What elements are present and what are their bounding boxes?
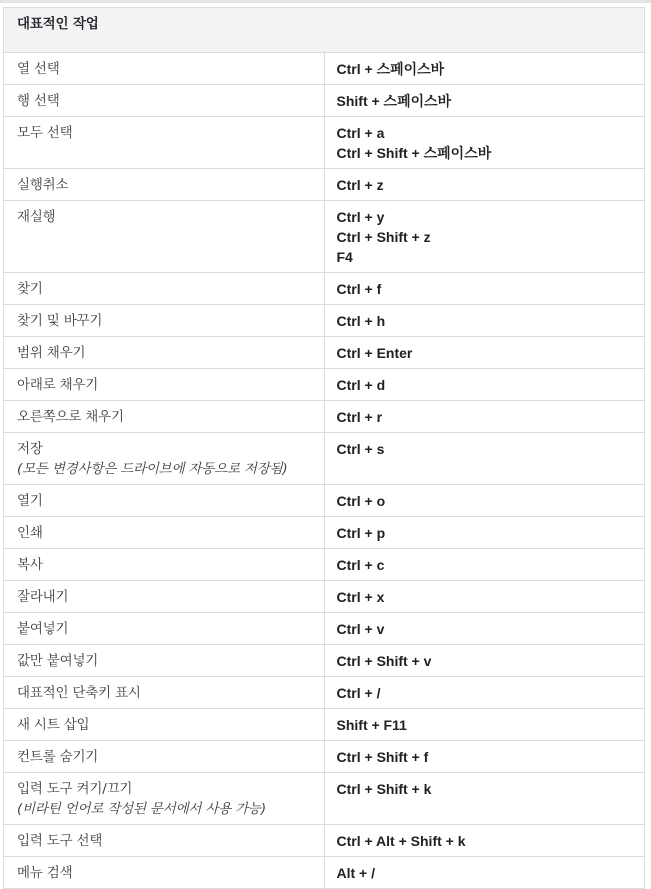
action-label: 새 시트 삽입 [17, 717, 90, 733]
table-row [4, 581, 645, 613]
table-row [4, 645, 645, 677]
shortcut-keys: F4 [336, 249, 353, 265]
shortcut-keys: Ctrl + Shift + k [336, 781, 432, 797]
action-cell [4, 169, 325, 201]
shortcut-keys: Ctrl + Shift + 스페이스바 [336, 145, 492, 161]
action-cell [4, 825, 325, 857]
action-label: 저장 [17, 441, 43, 457]
action-label: 오른쪽으로 채우기 [17, 409, 124, 425]
action-cell [4, 369, 325, 401]
action-label: 재실행 [17, 209, 56, 225]
action-label: 대표적인 단축키 표시 [17, 685, 141, 701]
action-label: 컨트롤 숨기기 [17, 749, 99, 765]
table-row [4, 273, 645, 305]
action-cell [4, 53, 325, 85]
table-row [4, 201, 645, 273]
action-cell [4, 709, 325, 741]
table-body [4, 53, 645, 889]
action-label: 인쇄 [17, 525, 43, 541]
action-cell [4, 677, 325, 709]
shortcut-cell [324, 85, 645, 117]
action-label: 찾기 [17, 281, 43, 297]
shortcut-keys: Ctrl + r [336, 409, 383, 425]
action-label: 모두 선택 [17, 125, 73, 141]
table-row [4, 401, 645, 433]
shortcut-keys: Ctrl + h [336, 313, 386, 329]
action-cell [4, 549, 325, 581]
action-cell [4, 857, 325, 889]
action-label: 찾기 및 바꾸기 [17, 313, 103, 329]
table-row [4, 169, 645, 201]
action-note: (비라틴 언어로 작성된 문서에서 사용 가능) [17, 801, 266, 817]
shortcut-keys: Ctrl + Shift + v [336, 653, 432, 669]
table-row [4, 709, 645, 741]
shortcut-keys: Ctrl + 스페이스바 [336, 61, 445, 77]
shortcut-cell [324, 201, 645, 273]
shortcut-keys: Ctrl + z [336, 177, 384, 193]
shortcut-keys: Ctrl + a [336, 125, 385, 141]
action-label: 범위 채우기 [17, 345, 86, 361]
action-label: 아래로 채우기 [17, 377, 99, 393]
action-cell [4, 773, 325, 825]
shortcut-cell [324, 401, 645, 433]
shortcut-keys: Ctrl + Shift + z [336, 229, 431, 245]
shortcut-keys: Ctrl + d [336, 377, 386, 393]
shortcut-cell [324, 369, 645, 401]
action-label: 입력 도구 켜기/끄기 [17, 781, 133, 797]
action-cell [4, 401, 325, 433]
table-row [4, 433, 645, 485]
action-label: 메뉴 검색 [17, 865, 73, 881]
action-label: 실행취소 [17, 177, 69, 193]
table-row [4, 677, 645, 709]
shortcut-cell [324, 709, 645, 741]
table-row [4, 741, 645, 773]
action-cell [4, 581, 325, 613]
shortcut-keys: Ctrl + o [336, 493, 386, 509]
shortcut-keys: Ctrl + y [336, 209, 385, 225]
shortcut-keys: Ctrl + v [336, 621, 385, 637]
shortcut-cell [324, 117, 645, 169]
shortcut-cell [324, 741, 645, 773]
action-note: (모든 변경사항은 드라이브에 자동으로 저장됨) [17, 461, 288, 477]
shortcut-keys: Alt + / [336, 865, 376, 881]
action-label: 붙여넣기 [17, 621, 69, 637]
table-row [4, 305, 645, 337]
action-cell [4, 645, 325, 677]
top-divider [0, 0, 651, 3]
shortcut-cell [324, 613, 645, 645]
action-cell [4, 273, 325, 305]
action-label: 입력 도구 선택 [17, 833, 103, 849]
shortcut-cell [324, 169, 645, 201]
shortcut-cell [324, 53, 645, 85]
action-label: 행 선택 [17, 93, 60, 109]
action-cell [4, 485, 325, 517]
shortcut-cell [324, 273, 645, 305]
table-row [4, 549, 645, 581]
action-label: 열 선택 [17, 61, 60, 77]
shortcut-keys: Shift + 스페이스바 [336, 93, 452, 109]
table-row [4, 613, 645, 645]
shortcut-keys: Shift + F11 [336, 717, 407, 733]
shortcut-cell [324, 773, 645, 825]
action-cell [4, 741, 325, 773]
shortcut-cell [324, 485, 645, 517]
shortcut-cell [324, 857, 645, 889]
shortcut-cell [324, 337, 645, 369]
table-row [4, 517, 645, 549]
shortcut-keys: Ctrl + Enter [336, 345, 413, 361]
action-cell [4, 305, 325, 337]
table-row [4, 369, 645, 401]
table-row [4, 825, 645, 857]
action-label: 열기 [17, 493, 43, 509]
table-header: 대표적인 작업 [4, 8, 645, 53]
shortcut-keys: Ctrl + x [336, 589, 385, 605]
table-row [4, 773, 645, 825]
table-row [4, 485, 645, 517]
action-cell [4, 433, 325, 485]
shortcut-cell [324, 645, 645, 677]
action-cell [4, 117, 325, 169]
action-label: 복사 [17, 557, 43, 573]
shortcut-keys: Ctrl + c [336, 557, 385, 573]
shortcut-keys: Ctrl + Alt + Shift + k [336, 833, 466, 849]
action-cell [4, 517, 325, 549]
table-row [4, 337, 645, 369]
shortcut-keys: Ctrl + f [336, 281, 382, 297]
shortcut-cell [324, 305, 645, 337]
shortcut-keys: Ctrl + p [336, 525, 386, 541]
action-label: 값만 붙여넣기 [17, 653, 99, 669]
shortcut-cell [324, 517, 645, 549]
shortcut-cell [324, 581, 645, 613]
table-row [4, 53, 645, 85]
action-label: 잘라내기 [17, 589, 69, 605]
table-row [4, 857, 645, 889]
shortcut-cell [324, 549, 645, 581]
shortcuts-table-container [3, 7, 645, 889]
action-cell [4, 201, 325, 273]
shortcut-keys: Ctrl + s [336, 441, 385, 457]
shortcut-keys: Ctrl + / [336, 685, 381, 701]
shortcut-cell [324, 825, 645, 857]
action-cell [4, 613, 325, 645]
shortcut-keys: Ctrl + Shift + f [336, 749, 429, 765]
shortcut-cell [324, 433, 645, 485]
action-cell [4, 337, 325, 369]
table-row [4, 85, 645, 117]
shortcut-cell [324, 677, 645, 709]
table-row [4, 117, 645, 169]
action-cell [4, 85, 325, 117]
table-header-row [4, 8, 645, 53]
shortcuts-table [3, 7, 645, 889]
